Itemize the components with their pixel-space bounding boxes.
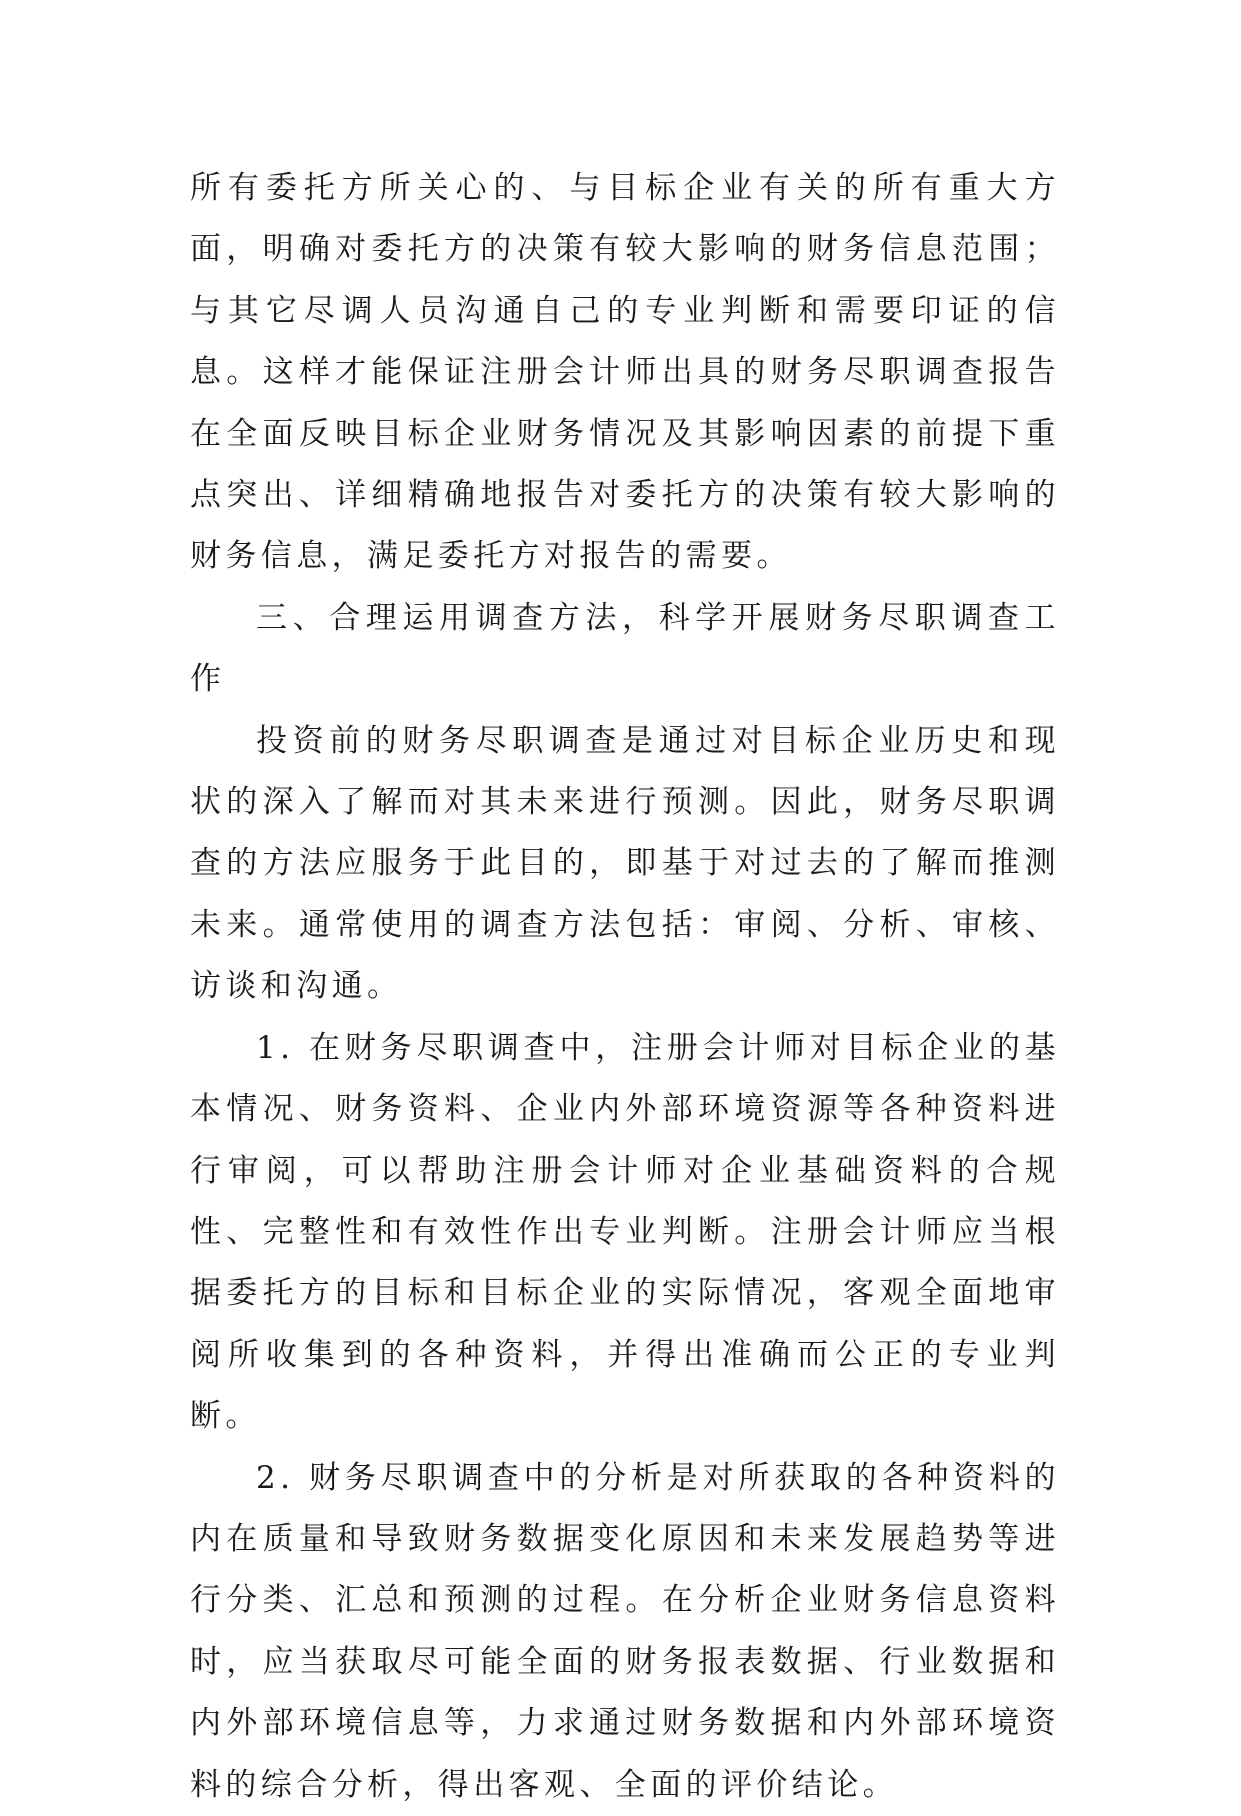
section-heading: 三、合理运用调查方法，科学开展财务尽职调查工作 xyxy=(190,599,1060,698)
list-item-2: 2. 财务尽职调查中的分析是对所获取的各种资料的内在质量和导致财务数据变化原因和未来发展趋势等进行分类、汇总和预测的过程。在分析企业财务信息资料时，应当获取尽可能全面的财务报表数据、行业数据和内外部环境信息等，力求通过财务数据和内外部环境资料的综合分析，得出客观、全面的评价结论。 xyxy=(190,1459,1060,1803)
document-body xyxy=(190,158,1060,1816)
paragraph-1: 所有委托方所关心的、与目标企业有关的所有重大方面，明确对委托方的决策有较大影响的财务信息范围；与其它尽调人员沟通自己的专业判断和需要印证的信息。这样才能保证注册会计师出具的财务尽职调查报告在全面反映目标企业财务情况及其影响因素的前提下重点突出、详细精确地报告对委托方的决策有较大影响的财务信息，满足委托方对报告的需要。 xyxy=(190,170,1060,575)
paragraph-2: 投资前的财务尽职调查是通过对目标企业历史和现状的深入了解而对其未来进行预测。因此，财务尽职调查的方法应服务于此目的，即基于对过去的了解而推测未来。通常使用的调查方法包括：审阅、分析、审核、访谈和沟通。 xyxy=(190,722,1060,1005)
list-item-1: 1. 在财务尽职调查中，注册会计师对目标企业的基本情况、财务资料、企业内外部环境资源等各种资料进行审阅，可以帮助注册会计师对企业基础资料的合规性、完整性和有效性作出专业判断。注册会计师应当根据委托方的目标和目标企业的实际情况，客观全面地审阅所收集到的各种资料，并得出准确而公正的专业判断。 xyxy=(190,1029,1060,1435)
